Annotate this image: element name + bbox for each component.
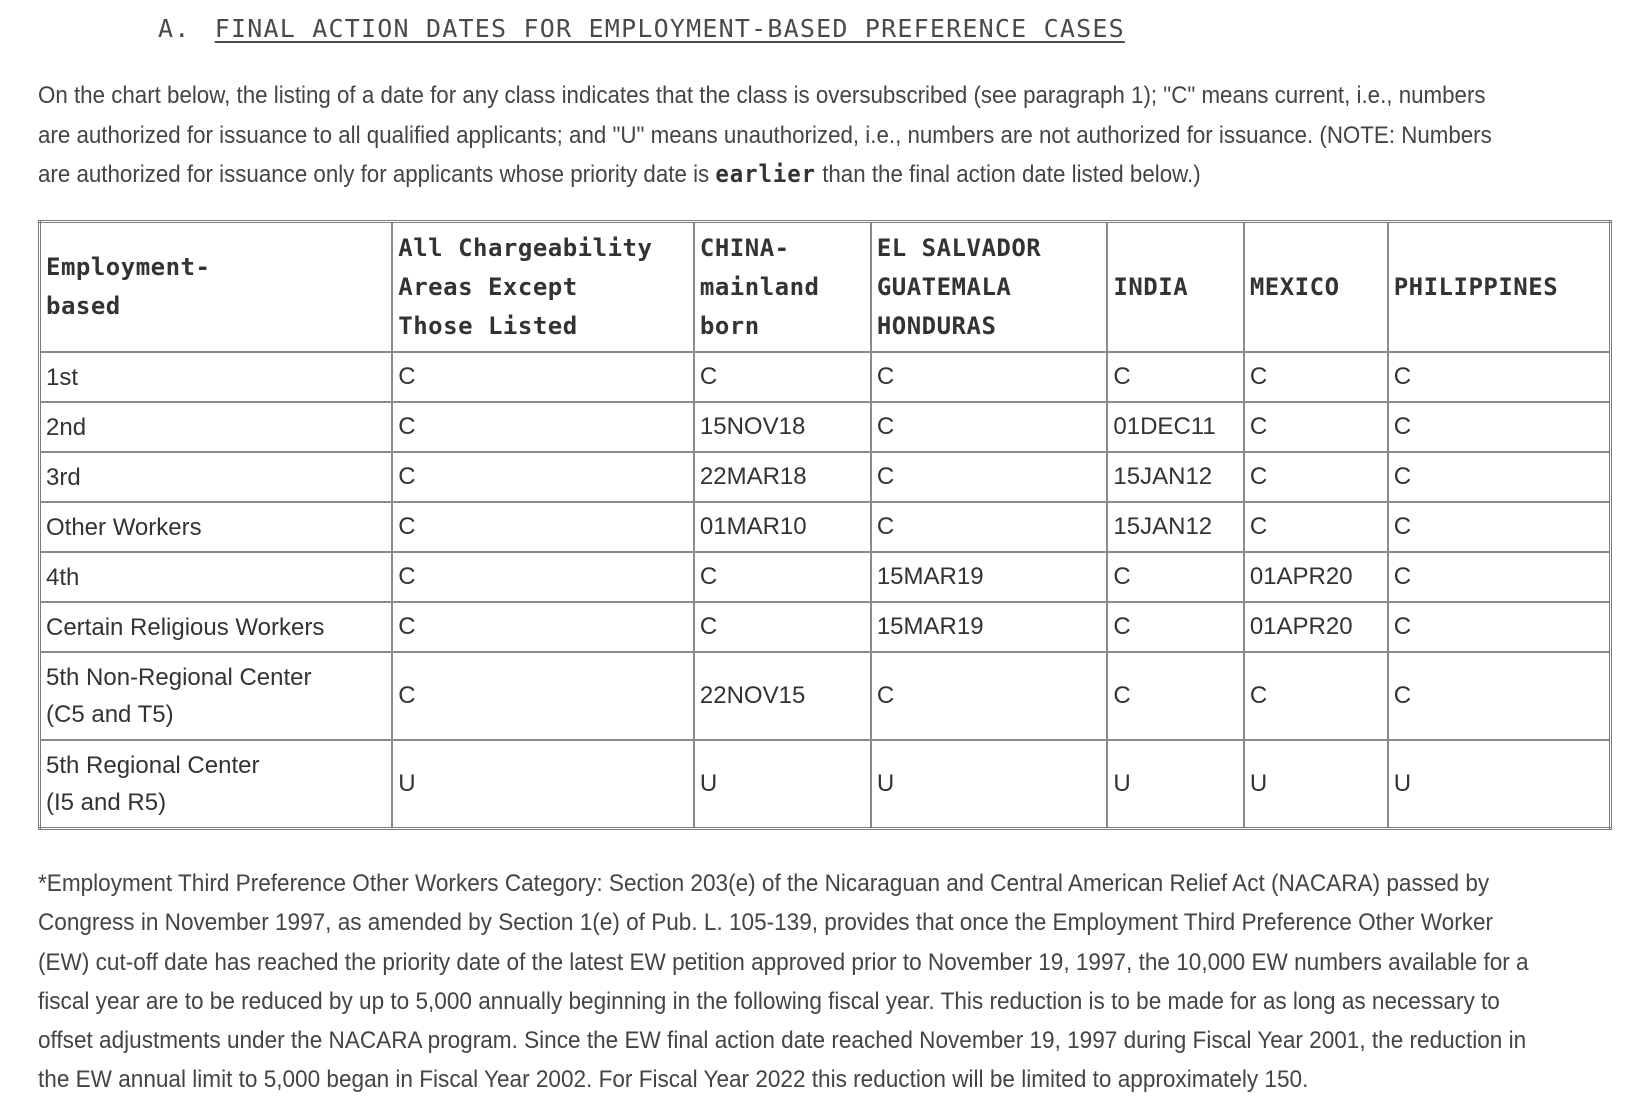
row-category [40,552,393,602]
table-cell: C [1388,552,1611,602]
table-cell: C [1244,352,1388,402]
column-header-line: MEXICO [1249,272,1340,301]
table-cell: C [1244,402,1388,452]
table-cell: C [392,502,694,552]
table-cell: C [694,552,871,602]
row-category [40,740,393,829]
column-header-line: CHINA- [699,233,790,262]
table-row [40,352,1611,402]
column-header-line: mainland [699,272,820,301]
table-cell: C [392,652,694,740]
table-cell: 15JAN12 [1107,452,1243,502]
row-category-line: (C5 and T5) [46,701,174,728]
table-cell: C [1388,452,1611,502]
table-cell: C [392,402,694,452]
table-cell: 01APR20 [1244,552,1388,602]
table-cell: U [1244,740,1388,829]
table-row [40,552,1611,602]
table-cell: C [871,452,1108,502]
column-header-employment-based [40,222,393,353]
table-cell: C [871,402,1108,452]
table-row [40,740,1611,829]
row-category-line: Other Workers [46,513,202,541]
column-header-line: GUATEMALA [876,272,1012,301]
table-cell: C [1107,352,1243,402]
row-category-line: 3rd [46,463,81,491]
table-header-row [40,222,1611,353]
table-cell: C [392,552,694,602]
intro-text-part1: On the chart below, the listing of a date for any class indicates that the class is oversubscribed (see paragraph 1); "C" means current, i.e., numbers are authorized for issuance to all qualified applicants; and "U" means unauthorized, i.e., numbers are not authorized for issuance. (NOTE: Numbers are authorized for issuance only for applicants whose priority date is [38,82,1492,188]
section-title: FINAL ACTION DATES FOR EMPLOYMENT-BASED PREFERENCE CASES [214,14,1125,43]
column-header-all-chargeability [392,222,694,353]
table-cell: 22NOV15 [694,652,871,740]
table-cell: 01MAR10 [694,502,871,552]
table-cell: C [1107,652,1243,740]
table-cell: C [871,352,1108,402]
intro-emphasis: earlier [715,160,816,188]
section-heading [158,14,1125,43]
column-header-line: EL SALVADOR [876,233,1042,262]
column-header-line: INDIA [1113,272,1189,301]
table-cell: C [1388,402,1611,452]
column-header-line: Areas Except [398,272,578,301]
row-category [40,452,393,502]
table-cell: C [1388,602,1611,652]
row-category-line: 1st [46,363,79,391]
table-cell: 22MAR18 [694,452,871,502]
table-cell: C [694,602,871,652]
table-cell: U [871,740,1108,829]
row-category-line: 5th Non-Regional Center [46,664,312,691]
table-cell: 01DEC11 [1107,402,1243,452]
table-cell: C [1244,502,1388,552]
table-cell: 15JAN12 [1107,502,1243,552]
column-header-line: born [699,311,760,340]
table-cell: C [392,452,694,502]
table-cell: C [1388,652,1611,740]
table-cell: C [871,502,1108,552]
row-category-line: 4th [46,563,80,591]
table-cell: U [392,740,694,829]
row-category-line: 5th Regional Center [46,752,260,779]
table-body [40,352,1611,829]
column-header-line: Those Listed [398,311,578,340]
column-header-line: based [46,292,121,320]
table-cell: C [392,352,694,402]
table-cell: C [1244,452,1388,502]
footnote-paragraph: *Employment Third Preference Other Workers Category: Section 203(e) of the Nicaraguan and Central American Relief Act (NACARA) passed by Congress in November 1997, as amended by Section 1(e) of Pub. L. 105-139, provides that once the Employment Third Preference Other Worker (EW) cut-off date has reached the priority date of the latest EW petition approved prior to November 19, 1997, the 10,000 EW numbers available for a fiscal year are to be reduced by up to 5,000 annually beginning in the following fiscal year. This reduction is to be made for as long as necessary to offset adjustments under the NACARA program. Since the EW final action date reached November 19, 1997 during Fiscal Year 2001, the reduction in the EW annual limit to 5,000 began in Fiscal Year 2002. For Fiscal Year 2022 this reduction will be limited to approximately 150. [38,870,1529,1094]
table-row [40,602,1611,652]
table-cell: U [694,740,871,829]
column-header-philippines [1388,222,1611,353]
column-header-el-salvador-guatemala-honduras [871,222,1108,353]
column-header-line: Employment- [46,253,211,281]
row-category-line: Certain Religious Workers [46,613,325,641]
table-cell: U [1107,740,1243,829]
table-row [40,652,1611,740]
table-cell: C [1388,502,1611,552]
table-cell: C [1107,602,1243,652]
column-header-china-mainland [694,222,871,353]
table-cell: C [1244,652,1388,740]
row-category [40,502,393,552]
intro-text-part2: than the final action date listed below.) [815,161,1201,188]
table-cell: C [1388,352,1611,402]
final-action-dates-table [38,220,1612,830]
row-category-line: (I5 and R5) [46,789,167,816]
table-cell: C [871,652,1108,740]
table-cell: C [694,352,871,402]
section-letter: A. [158,14,191,43]
intro-paragraph [38,76,1512,195]
row-category-line: 2nd [46,413,87,441]
table-cell: C [392,602,694,652]
row-category [40,602,393,652]
row-category [40,352,393,402]
table-cell: U [1388,740,1611,829]
column-header-line: HONDURAS [876,311,997,340]
row-category [40,652,393,740]
table-cell: 15MAR19 [871,552,1108,602]
table-cell: 01APR20 [1244,602,1388,652]
table-cell: C [1107,552,1243,602]
column-header-mexico [1244,222,1388,353]
table-row [40,502,1611,552]
column-header-india [1107,222,1243,353]
table-row [40,452,1611,502]
row-category [40,402,393,452]
column-header-line: All Chargeability [398,233,653,262]
table-row [40,402,1611,452]
column-header-line: PHILIPPINES [1393,272,1559,301]
table-cell: 15NOV18 [694,402,871,452]
table-cell: 15MAR19 [871,602,1108,652]
